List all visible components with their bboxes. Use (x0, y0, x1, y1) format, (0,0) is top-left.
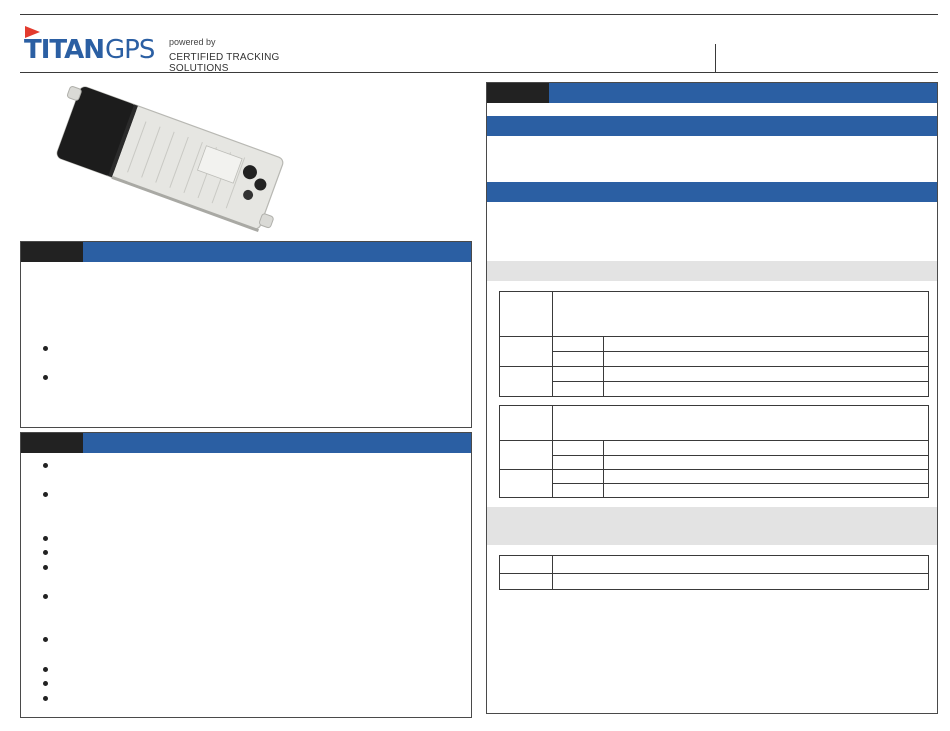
top-rule (20, 14, 938, 15)
spec-table-1 (499, 291, 929, 397)
list-bullet (43, 492, 48, 497)
header-divider (715, 44, 716, 72)
overview-panel-header (21, 242, 471, 262)
list-bullet (43, 565, 48, 570)
brand-logo (24, 26, 324, 74)
brand-tagline: CERTIFIED TRACKING SOLUTIONS (169, 52, 280, 74)
list-bullet (43, 594, 48, 599)
features-panel-header (21, 433, 471, 453)
specifications-panel-tab (487, 83, 549, 103)
list-bullet (43, 550, 48, 555)
header-rule (20, 72, 938, 73)
brand-name-titan: TITAN (24, 35, 105, 65)
spec-table-2 (499, 405, 929, 498)
features-panel (20, 432, 472, 718)
brand-name-gps: GPS (105, 35, 155, 65)
list-bullet (43, 375, 48, 380)
features-panel-tab (21, 433, 83, 453)
gray-band-2 (487, 507, 937, 545)
list-bullet (43, 696, 48, 701)
list-bullet (43, 536, 48, 541)
list-bullet (43, 681, 48, 686)
list-bullet (43, 637, 48, 642)
gray-band-1 (487, 261, 937, 281)
gps-tracker-device-image (50, 78, 290, 238)
section-bar-1 (487, 116, 937, 136)
spec-table-3 (499, 555, 929, 590)
list-bullet (43, 667, 48, 672)
specifications-panel (486, 82, 938, 714)
section-bar-2 (487, 182, 937, 202)
list-bullet (43, 346, 48, 351)
overview-panel (20, 241, 472, 428)
overview-panel-tab (21, 242, 83, 262)
specifications-panel-header (487, 83, 937, 103)
powered-by-label: powered by (169, 37, 216, 47)
list-bullet (43, 463, 48, 468)
